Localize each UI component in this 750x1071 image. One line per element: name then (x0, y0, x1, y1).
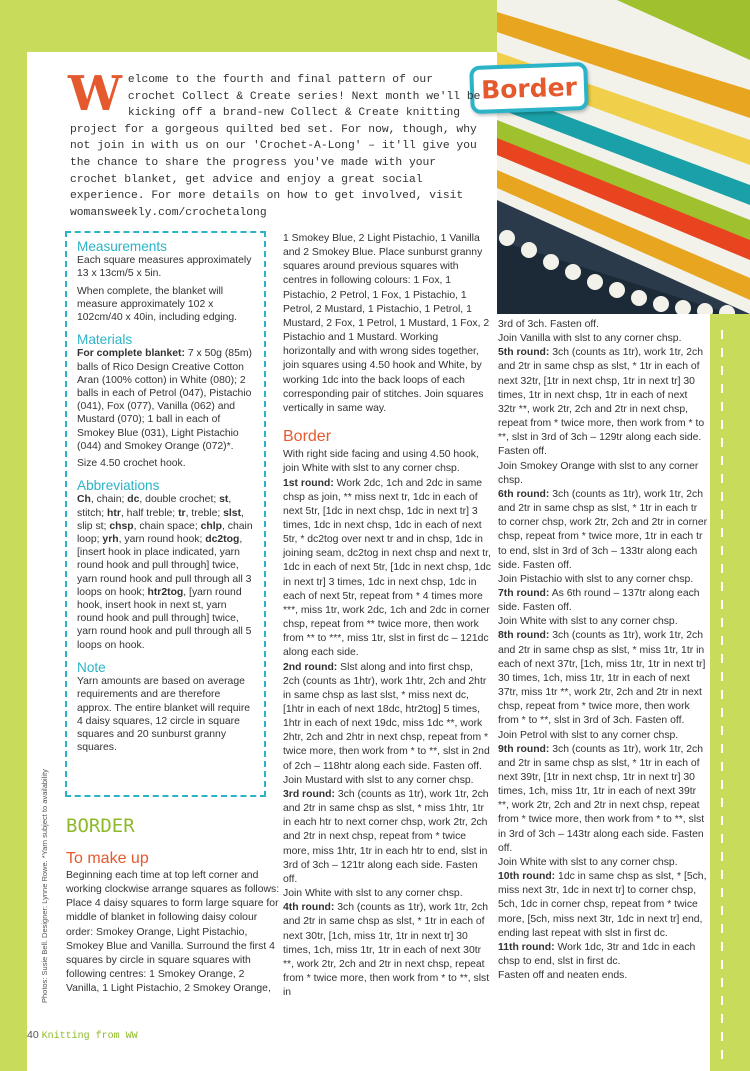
round-text: 3ch (counts as 1tr), work 1tr, 2ch and 2tr in same chsp as slst, * miss 1htr, 1tr in each htr to next corner chsp, work 2tr, 2ch and 2tr in next chsp, repeat from * twice more, miss 1htr, 1tr in each htr to end, slst in 3rd of 3ch – 121tr along each side. Fasten off. (283, 788, 489, 885)
round-11 (498, 941, 708, 969)
round-text: Work 2dc, 1ch and 2dc in same chsp as join, ** miss next tr, 1dc in each of next 5tr, [1dc in next chsp, 1dc in next tr] 3 times, 1dc in next chsp, 1dc in each of next 5tr, * dc2tog over next tr and in chsp, 1dc in joining seam, dc2tog in next chsp and next tr, 1dc in each of next 5tr, [1dc in next chsp, 1dc in next tr] 3 times, 1dc in next chsp, 1dc in each of next 5tr, repeat from * 4 times more ***, miss 1tr, work 2dc, 1ch and 2dc in corner chsp, repeat from ** twice more, then work from ** to ***, miss 1tr, slst in first dc – 121dc along each side. (283, 477, 491, 659)
round-label: 8th round: (498, 630, 550, 642)
page-number: 40 (27, 1029, 39, 1041)
round-3 (283, 788, 491, 887)
note-heading: Note (77, 659, 106, 675)
join-instruction: Join White with slst to any corner chsp. (283, 888, 463, 900)
round-text: 3ch (counts as 1tr), work 1tr, 2ch and 2tr in same chsp as slst, * 1tr in each of next 32tr, [1tr in next chsp, 1tr in next tr] 30 times, 1tr in next chsp, 1tr in each of next 32tr **, work 2tr, 2ch and 2tr in next chsp, repeat from * twice more, then work from * to **, slst in 3rd of 3ch – 129tr along each side. Fasten off. (498, 347, 705, 458)
intro-paragraph (68, 66, 485, 221)
join-instruction: Join Petrol with slst to any corner chsp. (498, 729, 679, 741)
page-footer (27, 1029, 138, 1042)
border-badge-label: Border (480, 71, 578, 105)
round-text: 3ch (counts as 1tr), work 1tr, 2ch and 2tr in same chsp as slst, * 1tr in each of next 30tr, [1ch, miss 1tr, 1tr in next tr] 30 times, 1ch, miss 1tr, 1tr in each of next 30tr **, work 2tr, 2ch and 2tr in next chsp, repeat from * twice more, then work from * to **, slst in (283, 902, 490, 999)
dashed-margin-line (721, 330, 723, 1060)
column-3 (498, 318, 708, 983)
make-up-heading: To make up (66, 850, 149, 867)
join-instruction: Join White with slst to any corner chsp. (498, 856, 678, 868)
abbr-key: Ch (77, 494, 91, 506)
round-10 (498, 870, 708, 941)
abbr-value: , chain; (90, 494, 128, 506)
join-instruction: Join Mustard with slst to any corner chsp. (283, 774, 474, 786)
make-up-paragraph: Beginning each time at top left corner and working clockwise arrange squares as follows: Place 4 daisy squares to form large square for middle of blanket in following daisy colour order: Smokey Orange, Light Pistachio, Smokey Blue and Vanilla. Surround the first 4 squares by circle in square squares with following centres: 1 Smokey Orange, 2 Vanilla, 1 Light Pistachio, 2 Smokey Orange, (66, 870, 280, 995)
measurements-heading: Measurements (77, 239, 167, 254)
column-2 (283, 232, 491, 1000)
round-label: 10th round: (498, 871, 556, 883)
abbr-key: slst (223, 507, 242, 519)
round-text: Slst along and into first chsp, 2ch (counts as 1htr), work 1htr, 2ch and 2htr in same chsp as last slst, * miss next dc, [1htr in each of next 18dc, htr2tog] 5 times, 1htr in each of next 19dc, miss 1dc **, work 2htr, 2ch and 2htr in next chsp, repeat from * twice more, then work from * to **, slst in 2nd of 2ch – 118htr along each side. Fasten off. (283, 661, 490, 772)
drop-cap: W (68, 66, 122, 122)
abbr-value: , [yarn round hook, insert hook in next st, yarn round hook and pull through] twice, yarn round hook and pull through all 5 loops on hook. (77, 586, 252, 651)
abbreviations-heading: Abbreviations (77, 478, 160, 494)
materials-heading: Materials (77, 332, 133, 348)
join-instruction: Join White with slst to any corner chsp. (498, 616, 678, 628)
abbr-key: chlp (200, 520, 222, 532)
round-1 (283, 477, 491, 661)
round-7 (498, 587, 708, 615)
intro-text: elcome to the fourth and final pattern of our crochet Collect & Create series! Next month we'll be kicking off a brand-new Collect & Create knitting project for a gorgeous quilted bed set. For now, though, why not join in with us on our 'Crochet-A-Long' – it'll give you the chance to share the progress you've made with your crochet blanket, get advice and enjoy a great social experience. For more details on how to get involved, visit womansweekly.com/crochetalong (70, 74, 481, 219)
round-label: 1st round: (283, 477, 334, 489)
materials-text (77, 347, 256, 453)
round-6 (498, 488, 708, 573)
round-label: 6th round: (498, 488, 550, 500)
border-section-heading: BORDER (66, 815, 135, 837)
abbr-key: chsp (109, 520, 134, 532)
join-instruction: Join Vanilla with slst to any corner chsp. (498, 333, 682, 345)
border-pattern-heading: Border (283, 428, 332, 446)
abbr-value: , half treble; (120, 507, 179, 519)
round-2 (283, 661, 491, 774)
materials-body: 7 x 50g (85m) balls of Rico Design Creative Cotton Aran (100% cotton) in White (080); 2 balls in each of Petrol (047), Pistachio (041), Fox (077), Vanilla (062) and Mustard (070); 1 ball in each of Smokey Blue (031), Light Pistachio (044) and Smokey Orange (072)*. (77, 348, 252, 452)
abbr-key: htr2tog (147, 586, 184, 598)
abbr-key: htr (107, 507, 121, 519)
abbr-value: , stitch; (77, 494, 232, 519)
round-8 (498, 629, 708, 728)
round-text: 3ch (counts as 1tr), work 1tr, 2ch and 2tr in same chsp as slst, * miss 1tr, 1tr in each of next 37tr, [1ch, miss 1tr, 1tr in next tr] 30 times, 1ch, miss 1tr, 1tr in each of next 37tr, miss 1tr **, work 2tr, 2ch and 2tr in next chsp, repeat from * twice more, then work from * to **, slst in 3rd of 3ch. Fasten off. (498, 630, 706, 727)
abbr-key: tr (178, 507, 186, 519)
round-4-end: 3rd of 3ch. Fasten off. (498, 319, 599, 330)
abbr-key: dc (127, 494, 140, 506)
make-up-text (66, 869, 280, 996)
round-text: As 6th round – 137tr along each side. Fasten off. (498, 587, 700, 614)
abbr-value: , treble; (185, 507, 224, 519)
abbr-value: , [insert hook in place indicated, yarn round hook and pull through] twice, yarn round hook and pull through all 3 loops on hook; (77, 534, 252, 598)
round-label: 4th round: (283, 902, 335, 914)
materials-label: For complete blanket: (77, 348, 185, 360)
abbr-value: , chain loop; (77, 520, 253, 546)
make-up-continued: 1 Smokey Blue, 2 Light Pistachio, 1 Vanilla and 2 Smokey Blue. Place sunburst granny squares around previous squares with centres in following colours: 1 Fox, 1 Pistachio, 2 Petrol, 1 Fox, 1 Pistachio, 1 Petrol, 2 Mustard, 1 Pistachio, 1 Petrol, 1 Mustard, 2 Fox, 1 Petrol, 1 Mustard, 1 Fox, 2 Pistachio and 1 Mustard. Working horizontally and with wrong sides together, join squares using 4.50 hook and White, by working 1dc into the back loops of each corresponding pair of stitches. Join squares vertically in same way. (283, 233, 490, 414)
join-instruction: Join Smokey Orange with slst to any corner chsp. (498, 460, 699, 486)
join-instruction: Join Pistachio with slst to any corner chsp. (498, 573, 694, 585)
round-label: 2nd round: (283, 661, 338, 673)
round-text: 1dc in same chsp as slst, * [5ch, miss next 3tr, 1dc in next tr] to corner chsp, 5ch, 1dc in corner chsp, repeat from * twice more, [5ch, miss next 3tr, 1dc in next tr] end, ending last repeat with slst in first dc. (498, 871, 707, 939)
abbr-value: , chain space; (133, 520, 201, 532)
measurements-text-1: Each square measures approximately 13 x 13cm/5 x 5in. (77, 255, 252, 280)
abbr-value: , yarn round hook; (118, 534, 206, 546)
round-4 (283, 901, 491, 1000)
publication-name: Knitting from WW (41, 1031, 138, 1042)
round-text: 3ch (counts as 1tr), work 1tr, 2ch and 2tr in same chsp as slst, * 1tr in each tr to corner chsp, work 2tr, 2ch and 2tr in corner chsp, repeat from * twice more, 1tr in each tr to end, slst in 3rd of 3ch – 133tr along each side. Fasten off. (498, 488, 708, 571)
blanket-photo (497, 0, 750, 314)
border-badge (469, 62, 589, 114)
note-text: Yarn amounts are based on average requirements and are therefore approx. The entire blanket will require 4 daisy squares, 12 circle in square squares and 20 sunburst granny squares. (77, 676, 251, 754)
abbr-value: , double crochet; (139, 494, 220, 506)
finishing-instruction: Fasten off and neaten ends. (498, 970, 628, 982)
photo-credit: Photos: Susie Bell. Designer: Lynne Rowe. *Yarn subject to availability (40, 769, 49, 1003)
round-text: Work 1dc, 3tr and 1dc in each chsp to end, slst in first dc. (498, 941, 696, 968)
round-label: 9th round: (498, 743, 550, 755)
abbr-key: yrh (102, 534, 119, 546)
round-9 (498, 743, 708, 856)
border-intro: With right side facing and using 4.50 hook, join White with slst to any corner chsp. (283, 449, 479, 475)
round-label: 3rd round: (283, 788, 335, 800)
abbr-key: st (219, 494, 229, 506)
abbr-key: dc2tog (205, 534, 240, 546)
info-box (65, 231, 266, 797)
abbreviations-text (77, 493, 256, 651)
round-label: 5th round: (498, 347, 550, 359)
abbr-value: , slip st; (77, 507, 244, 532)
round-label: 7th round: (498, 587, 550, 599)
measurements-text-2: When complete, the blanket will measure approximately 102 x 102cm/40 x 40in, including edging. (77, 285, 238, 324)
blanket-photo-illustration (497, 0, 750, 314)
materials-hook: Size 4.50 crochet hook. (77, 458, 186, 470)
round-text: 3ch (counts as 1tr), work 1tr, 2ch and 2tr in same chsp as slst, * 1tr in each of next 39tr, [1tr in next chsp, 1tr in next tr] 30 times, 1ch, miss 1tr, 1tr in each of next 39tr **, work 2tr, 2ch and 2tr in next chsp, repeat from * twice more, then work from * to **, slst in 3rd of 3ch – 143tr along each side. Fasten off. (498, 743, 705, 854)
round-label: 11th round: (498, 941, 555, 953)
round-5 (498, 346, 708, 459)
